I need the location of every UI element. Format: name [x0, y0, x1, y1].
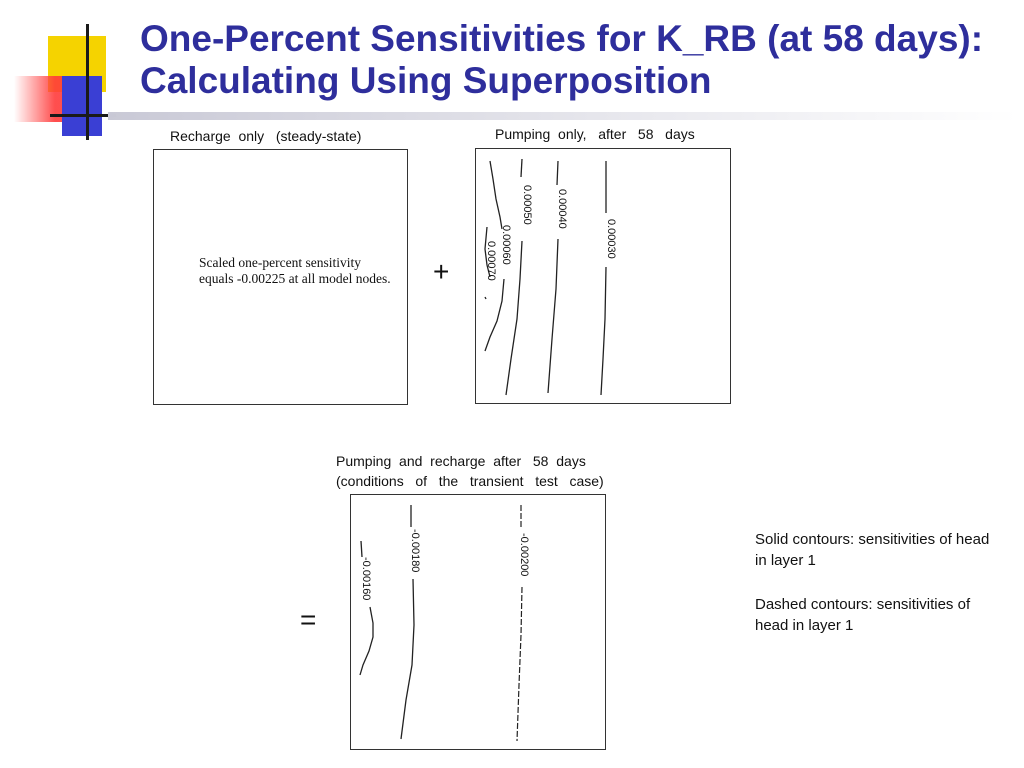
- contour-label-neg-0-00180: -0.00180: [409, 529, 421, 573]
- contour-label-neg-0-00160: -0.00160: [360, 557, 372, 601]
- slide-title: [140, 18, 983, 102]
- logo-blue-square: [62, 76, 102, 136]
- contour-line-neg-0-00160-top: [361, 541, 362, 557]
- equals-sign: =: [300, 604, 317, 635]
- pumping-panel-caption: Pumping only, after 58 days: [495, 126, 695, 142]
- contour-line-0-00040: [548, 239, 558, 393]
- contour-line-0-00030: [601, 267, 606, 395]
- contour-label-0-00070: 0.00070: [485, 241, 497, 281]
- recharge-panel-caption: Recharge only (steady-state): [170, 128, 362, 144]
- slide-title-line-1: One-Percent Sensitivities for K_RB (at 58 days):: [140, 18, 984, 59]
- contour-line-0-00040-top: [557, 161, 558, 185]
- slide-title-line-2: Calculating Using Superposition: [140, 60, 712, 101]
- pumping-panel: [475, 148, 731, 404]
- recharge-panel-note: Scaled one-percent sensitivity equals -0.00225 at all model nodes.: [199, 255, 391, 286]
- legend-solid-contours: Solid contours: sensitivities of head in layer 1: [755, 531, 990, 569]
- contour-line-0-00060-lower: [485, 279, 504, 351]
- contour-line-neg-0-00160: [360, 607, 373, 675]
- combined-panel-caption-line-1: Pumping and recharge after 58 days: [336, 453, 586, 469]
- contour-label-neg-0-00200: -0.00200: [518, 533, 530, 577]
- contour-label-0-00060: 0.00060: [500, 225, 512, 265]
- legend-dashed-contours: Dashed contours: sensitivities of head in layer 1: [755, 596, 971, 634]
- plus-sign: +: [433, 256, 450, 287]
- contour-label-0-00050: 0.00050: [521, 185, 533, 225]
- contour-label-0-00030: 0.00030: [605, 219, 617, 259]
- logo-horizontal-line: [50, 114, 116, 117]
- contour-line-0-00050-top: [521, 159, 522, 177]
- pumping-contour-map: [476, 149, 732, 405]
- contour-line-neg-0-00200: [517, 587, 522, 741]
- contour-line-neg-0-00180: [401, 579, 414, 739]
- title-underline: [108, 112, 1018, 120]
- logo-vertical-line: [86, 24, 89, 140]
- combined-panel: [350, 494, 606, 750]
- contour-line-0-00060: [490, 161, 502, 229]
- contour-line-0-00070-tail: [485, 297, 486, 299]
- combined-contour-map: [351, 495, 607, 751]
- contour-label-0-00040: 0.00040: [556, 189, 568, 229]
- combined-panel-caption-line-2: (conditions of the transient test case): [336, 473, 604, 489]
